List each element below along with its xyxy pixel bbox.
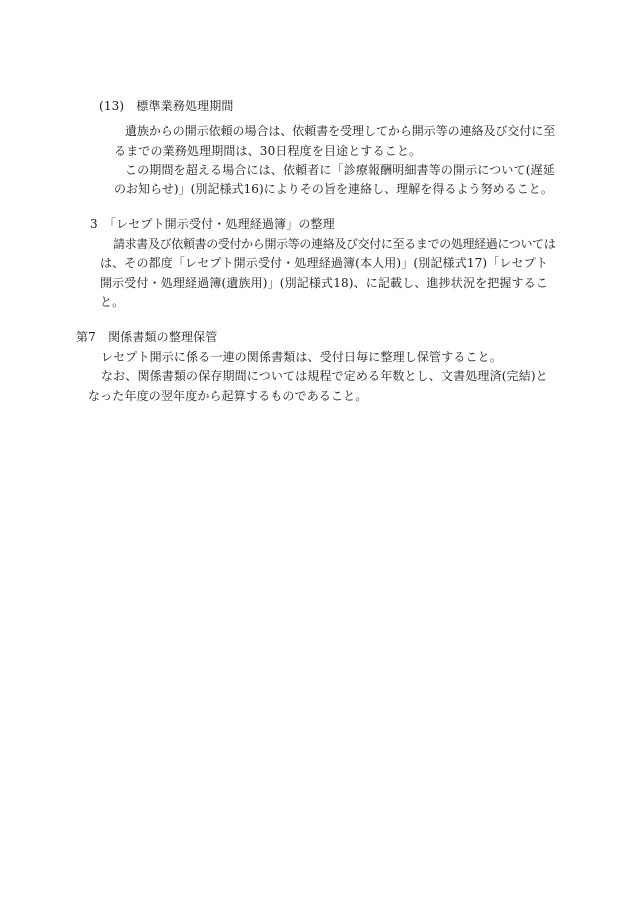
section-13-heading: (13) 標準業務処理期間: [99, 99, 234, 113]
section-7-line3: なった年度の翌年度から起算するものであること。: [88, 389, 368, 403]
section-13-para1-line1: 遺族からの開示依頼の場合は、依頼書を受理してから開示等の連絡及び交付に至: [125, 124, 556, 138]
section-3-line2: は、その都度「レセプト開示受付・処理経過簿(本人用)」(別記様式17)「レセプト: [100, 256, 548, 270]
section-3-line4: と。: [100, 295, 125, 309]
section-7-heading: 第7 関係書類の整理保管: [76, 330, 218, 344]
section-3-line3: 開示受付・処理経過簿(遺族用)」(別記様式18)、に記載し、進捗状況を把握するこ: [100, 276, 548, 290]
section-3-line1: 請求書及び依頼書の受付から開示等の連絡及び交付に至るまでの処理経過については: [113, 237, 556, 251]
section-13-para2-line2: のお知らせ)」(別記様式16)によりその旨を連絡し、理解を得るよう努めること。: [114, 182, 553, 196]
section-3-heading: 3 「レセプト開示受付・処理経過簿」の整理: [90, 217, 335, 231]
section-7-line2: なお、関係書類の保存期間については規程で定める年数とし、文書処理済(完結)と: [101, 369, 548, 383]
section-13-para1-line2: るまでの業務処理期間は、30日程度を目途とすること。: [114, 144, 422, 158]
section-13-para2-line1: この期間を超える場合には、依頼者に「診療報酬明細書等の開示について(遅延: [125, 163, 555, 177]
section-7-line1: レセプト開示に係る一連の関係書類は、受付日毎に整理し保管すること。: [101, 350, 502, 364]
